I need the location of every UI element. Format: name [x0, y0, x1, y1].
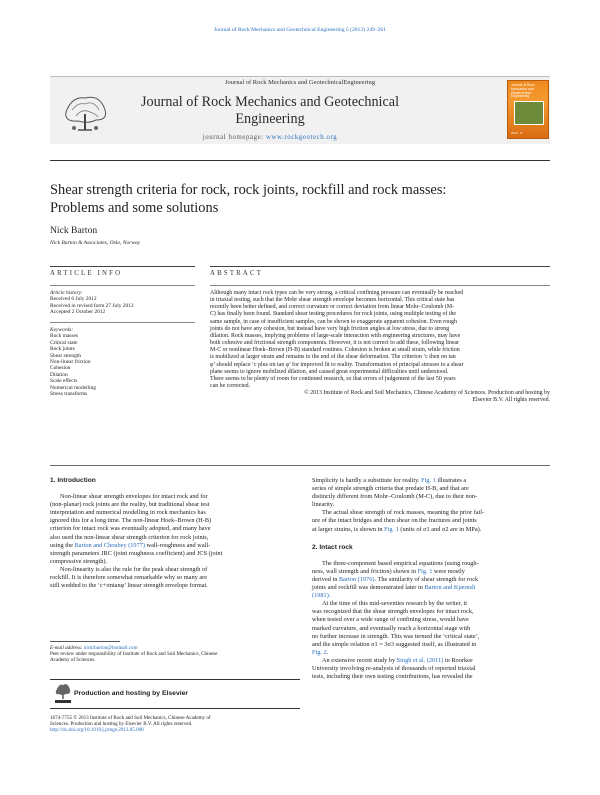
body-text: illustrates a — [435, 477, 467, 484]
journal-title-line: Journal of Rock Mechanics and Geotechnical — [140, 94, 400, 110]
divider — [210, 285, 550, 286]
footnote-rule — [50, 641, 120, 642]
issn-line: Sciences. Production and hosting by Elsevier B.V. All rights reserved. — [50, 721, 193, 728]
doi-link[interactable]: http://dx.doi.org/10.1016/j.jrmge.2013.05.008 — [50, 727, 144, 734]
keyword-item: Rock masses — [50, 333, 78, 340]
divider — [50, 322, 195, 323]
body-line: compressive strength). — [50, 557, 108, 565]
keyword-item: Numerical modelling — [50, 384, 96, 391]
reference-link[interactable]: (1981). — [312, 592, 331, 600]
abstract-copyright: © 2013 Institute of Rock and Soil Mechanics, Chinese Academy of Sciences. Production and hosting by — [304, 390, 550, 397]
body-text: were mostly — [432, 567, 465, 575]
paper-title-line: Shear strength criteria for rock, rock joints, rockfill and rock masses: — [50, 182, 447, 198]
peer-review-note: Academy of Sciences. — [50, 657, 96, 664]
body-line — [50, 542, 300, 550]
issn-line: 1674-7755 © 2013 Institute of Rock and Soil Mechanics, Chinese Academy of — [50, 715, 211, 721]
body-text: Simplicity is hardly a substitute for reality. — [312, 477, 422, 484]
figure-link[interactable]: Fig. 2 — [312, 648, 327, 656]
keyword-item: Stress transforms — [50, 391, 88, 398]
elsevier-logo-icon — [54, 681, 72, 705]
keyword-item: Scale effects — [50, 378, 78, 385]
keyword-item: Dilation — [50, 371, 68, 378]
abstract-line: There seems to be plenty of room for continued research, so that errors of judgement of the last 50 years — [210, 375, 456, 382]
body-text: using the — [50, 541, 75, 549]
abstract-line: in triaxial testing, such that the Mohr shear strength envelope becomes horizontal. This critical state has — [210, 297, 455, 304]
body-line — [312, 477, 550, 485]
article-history — [50, 290, 195, 316]
body-line: strength parameters JRC (joint roughness coefficient) and JCS (joint — [50, 549, 223, 557]
history-item: Accepted 2 October 2012 — [50, 309, 106, 316]
body-line: (non-planar) rock joints are the reality, but traditional shear test — [50, 501, 210, 509]
footnotes — [50, 645, 300, 664]
keyword-item: Critical state — [50, 339, 78, 346]
body-line — [312, 584, 550, 592]
body-line: no further increase in strength. This was termed the ‘critical state’, — [312, 632, 480, 640]
journal-homepage — [120, 134, 420, 141]
history-item: Received in revised form 27 July 2012 — [50, 302, 134, 309]
abstract-line: same sample, in case of insufficient samples, can be shown to exaggerate apparent cohesion. Even rough — [210, 318, 457, 325]
figure-link[interactable]: Fig. 1 — [417, 567, 433, 575]
body-text: joints and rockfill was demonstrated later in — [312, 584, 425, 592]
body-line: was recognized that the shear strength envelopes for intact rock, — [312, 608, 474, 616]
keywords-label: Keywords: — [50, 327, 74, 333]
body-line: and the simple relation σ1 = 3σ3 suggested itself, as illustrated in — [312, 640, 477, 648]
homepage-link[interactable]: www.rockgeotech.org — [266, 134, 338, 141]
body-line: Non-linearity is also the rule for the peak shear strength of — [60, 565, 208, 573]
body-line: distinctly different from Mohr–Coulomb (M-C), due to their non- — [312, 493, 478, 501]
body-line: At the time of this mid-seventies research by the writer, it — [322, 600, 468, 608]
section-heading-intact-rock: 2. Intact rock — [312, 543, 353, 551]
cover-issue: 2013 · 5 — [511, 131, 523, 135]
abstract-line: both cohesive and frictional strength components. However, it is not correct to add these, following linear — [210, 340, 460, 347]
body-text: . The similarity of shear strength for rock — [374, 575, 479, 583]
journal-citation-link[interactable]: Journal of Rock Mechanics and Geotechnical Engineering 5 (2013) 249–261 — [214, 27, 386, 33]
reference-link[interactable]: Barton and Choubey (1977) — [74, 541, 145, 549]
email-link[interactable]: nickrbarton@hotmail.com — [83, 645, 138, 651]
body-line: criterion for intact rock was eventually adopted, and many have — [50, 525, 211, 533]
homepage-label: journal homepage: — [202, 134, 267, 141]
abstract-line: recently been better defined, and correct curvature or correct deviation from linear Mohr–Coulomb (M- — [210, 304, 455, 311]
body-line: interpretation and numerical modelling in rock mechanics has — [50, 509, 206, 517]
body-line: rockfill. It is therefore somewhat remarkable why so many are — [50, 574, 208, 582]
journal-title — [120, 94, 420, 128]
body-line: ure of the intact bridges and then shear on the fractures and joints — [312, 517, 477, 525]
issn-footnote — [50, 715, 300, 734]
divider — [50, 285, 195, 286]
figure-link[interactable]: Fig. 1 — [421, 477, 436, 484]
divider — [50, 266, 195, 267]
body-line: The actual shear strength of rock masses, meaning the prior fail- — [322, 509, 485, 517]
body-line: marked curvature, and eventually reach a horizontal stage with — [312, 624, 471, 632]
body-line: also used the non-linear shear strength criterion for rock joints, — [50, 533, 209, 541]
journal-title-line: Engineering — [235, 111, 305, 127]
body-line — [312, 657, 550, 665]
divider — [50, 76, 550, 77]
abstract-line: M-C or nonlinear Hoek–Brown (H-B) standard routines. Cohesion is broken at small strain, while friction — [210, 347, 460, 354]
history-label: Article history: — [50, 290, 83, 296]
body-line — [312, 568, 550, 576]
production-hosting-label: Production and hosting by Elsevier — [74, 690, 189, 697]
divider — [50, 160, 550, 161]
abstract-heading: ABSTRACT — [210, 270, 264, 277]
body-text: at larger strains, is shown in — [312, 525, 385, 533]
body-line: tests, including their own testing contributions, has revealed the — [312, 673, 473, 681]
right-column — [312, 477, 550, 681]
abstract-line: plane seems to ignore mobilized dilation, and caused great experimental difficulties until understood. — [210, 368, 449, 375]
reference-link[interactable]: Singh et al. (2011) — [396, 656, 444, 664]
article-info-heading: ARTICLE INFO — [50, 270, 123, 277]
abstract-line: C) has finally been found. Standard shear testing procedures for rock joints, using multiple testing of the — [210, 311, 457, 318]
author-affiliation: Nick Barton & Associates, Oslo, Norway — [50, 240, 141, 246]
abstract-line: is mobilized at larger strain and remains to the end of the shear deformation. The criterion ‘c then σn tan — [210, 354, 456, 361]
abstract-line: dilation. Rock masses, implying problems of large-scale interaction with engineering structures, may have — [210, 332, 461, 339]
divider — [50, 465, 550, 466]
body-line: Non-linear shear strength envelopes for intact rock and for — [60, 493, 208, 501]
body-line: ignored this for a long time. The non-linear Hoek–Brown (H-B) — [50, 517, 212, 525]
body-line: Fig. 2. — [312, 648, 329, 656]
keyword-item: Non-linear friction — [50, 359, 91, 366]
abstract-line: Although many intact rock types can be very strong, a critical confining pressure can eventually be reached — [210, 290, 464, 296]
keyword-item: Cohesion — [50, 365, 71, 372]
body-text: ness, wall strength and friction) shown in — [312, 567, 418, 575]
body-text: derived in — [312, 575, 339, 583]
body-text: in Roorkee — [443, 656, 473, 664]
abstract-line: can be corrected. — [210, 383, 251, 390]
body-line: The three-component based empirical equations (using rough- — [322, 559, 479, 567]
keyword-item: Shear strength — [50, 352, 81, 359]
keywords — [50, 327, 195, 397]
abstract-line: joints do not have any cohesion, but instead have very high friction angles at low stress, due to strong — [210, 325, 450, 332]
paper-title-line: Problems and some solutions — [50, 200, 219, 216]
history-item: Received 6 July 2012 — [50, 296, 97, 303]
body-line — [312, 576, 550, 584]
body-line: series of simple strength criteria that predate H-B, and that are — [312, 485, 469, 493]
body-text: An extensive recent study by — [322, 656, 397, 664]
section-heading-introduction: 1. Introduction — [50, 477, 96, 484]
journal-cover-thumbnail[interactable] — [507, 80, 549, 139]
email-label: E-mail address: — [50, 645, 84, 651]
journal-header-text: Journal of Rock Mechanics and GeotechnicalEngineering — [225, 79, 375, 86]
body-line: linearity. — [312, 501, 335, 509]
body-line: still wedded to the ‘c+σntanφ’ linear strength envelope format. — [50, 582, 208, 590]
reference-link[interactable]: Barton and Kjærnsli — [424, 584, 476, 592]
keyword-item: Rock joints — [50, 346, 75, 353]
body-text: wall-roughness and wall- — [144, 541, 211, 549]
divider — [210, 266, 550, 267]
reference-link[interactable]: Barton (1976) — [338, 575, 375, 583]
author-name: Nick Barton — [50, 225, 98, 236]
body-text: (units of σ1 and σ2 are in MPa). — [398, 525, 482, 533]
left-column — [50, 477, 300, 590]
abstract-line: φ’ should replace ‘c plus σn tan φ’ for improved fit to reality. Transformation of principal stresses to a shear — [210, 361, 464, 368]
abstract-body — [210, 290, 550, 405]
abstract-copyright: Elsevier B.V. All rights reserved. — [472, 397, 550, 404]
cover-image — [514, 101, 544, 125]
paper-title — [50, 181, 540, 217]
peer-review-note: Peer review under responsibility of Institute of Rock and Soil Mechanics, Chinese — [50, 651, 218, 658]
body-line: University involving re-analysis of thousands of reported triaxial — [312, 664, 476, 672]
body-line — [312, 526, 550, 534]
cover-title: Journal of Rock Mechanics and Geotechnical Engineering — [511, 83, 535, 99]
elsevier-tree-logo-icon — [58, 90, 112, 136]
figure-link[interactable]: Fig. 1 — [384, 525, 399, 533]
body-line: when tested over a wide range of confining stress, would have — [312, 616, 469, 624]
